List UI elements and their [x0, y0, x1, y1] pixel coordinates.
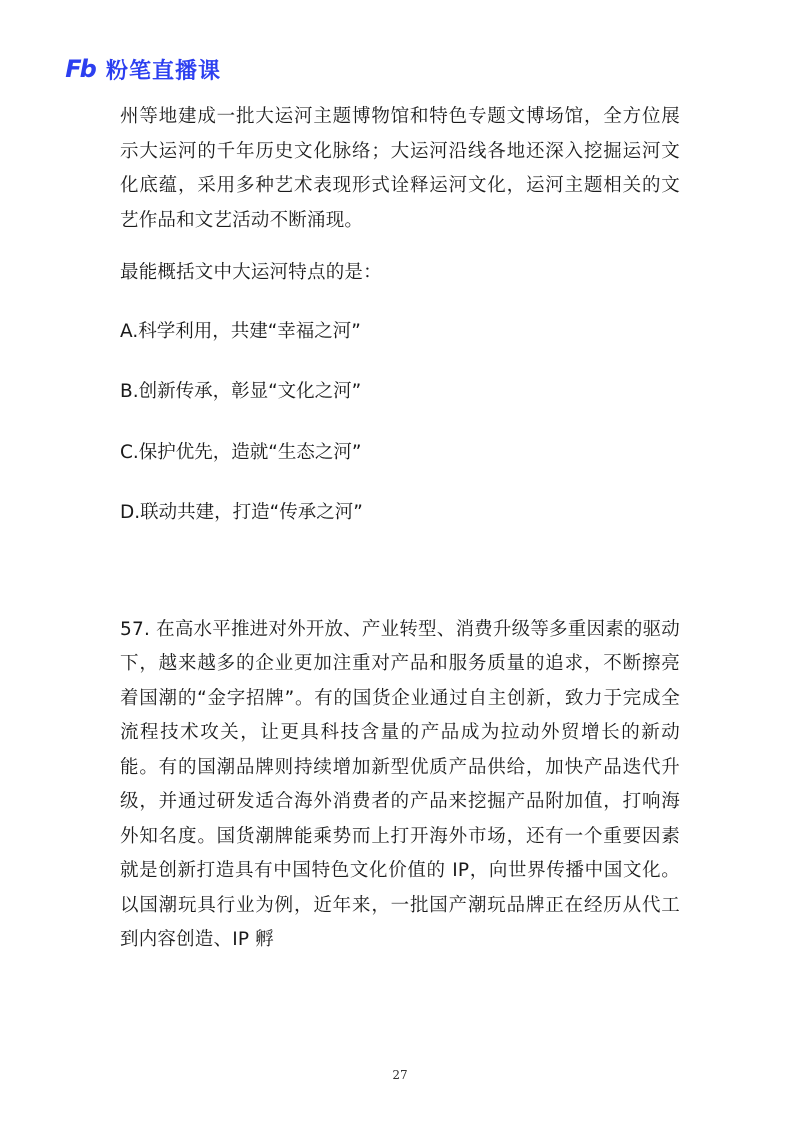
document-body — [120, 100, 680, 958]
question-stem: 最能概括文中大运河特点的是： — [120, 262, 382, 283]
page-number: 27 — [392, 1068, 408, 1082]
fenbi-logo-icon: Fb — [65, 55, 95, 83]
option-c: C.保护优先，造就“生态之河” — [120, 441, 362, 463]
question-57-paragraph: 57. 在高水平推进对外开放、产业转型、消费升级等多重因素的驱动下，越来越多的企业更加注重对产品和服务质量的追求，不断擦亮着国潮的“金字招牌”。有的国货企业通过自主创新，致力于完成全流程技术攻关，让更具科技含量的产品成为拉动外贸增长的新动能。有的国潮品牌则持续增加新型优质产品供给，加快产品迭代升级，并通过研发适合海外消费者的产品来挖掘产品附加值，打响海外知名度。国货潮牌能乘势而上打开海外市场，还有一个重要因素就是创新打造具有中国特色文化价值的 IP，向世界传播中国文化。以国潮玩具行业为例，近年来，一批国产潮玩品牌正在经历从代工到内容创造、IP 孵 — [120, 618, 680, 950]
option-b: B.创新传承，彰显“文化之河” — [120, 381, 362, 402]
brand-name: 粉笔直播课 — [106, 58, 222, 84]
header-brand — [62, 52, 221, 86]
answer-options — [120, 315, 680, 531]
option-d: D.联动共建，打造“传承之河” — [120, 502, 363, 523]
passage-paragraph: 州等地建成一批大运河主题博物馆和特色专题文博场馆，全方位展示大运河的千年历史文化脉络；大运河沿线各地还深入挖掘运河文化底蕴，采用多种艺术表现形式诠释运河文化，运河主题相关的文艺作品和文艺活动不断涌现。 — [120, 106, 680, 231]
option-a: A.科学利用，共建“幸福之河” — [120, 320, 361, 342]
